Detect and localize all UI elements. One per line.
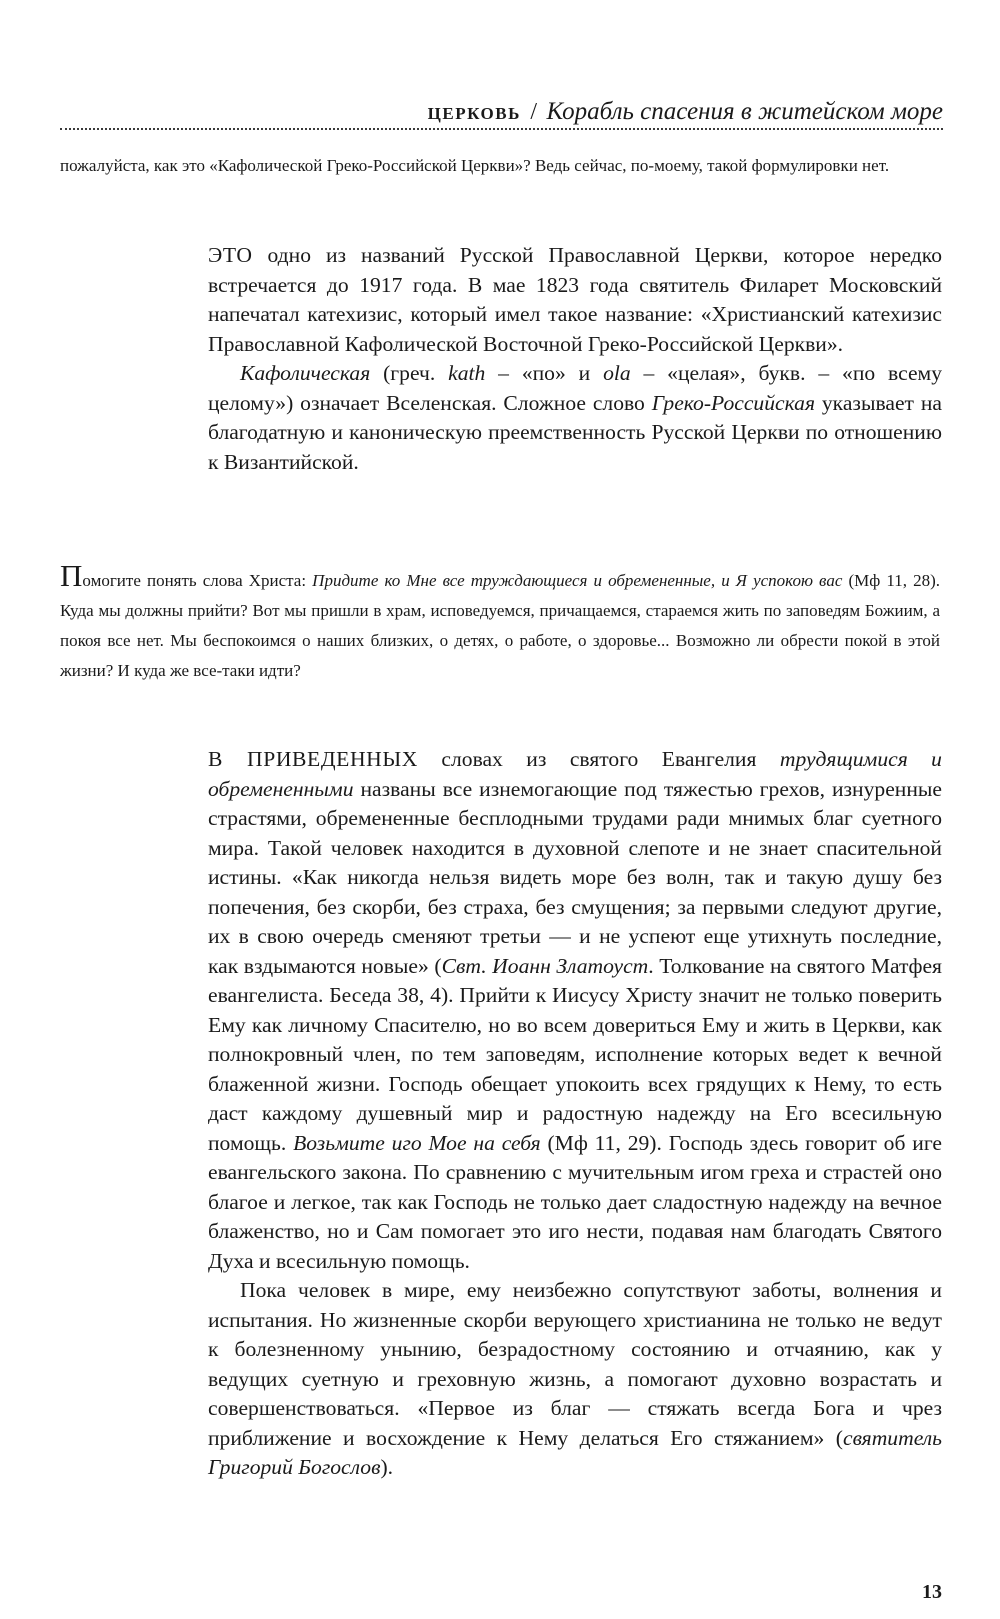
answer-2-p1-text-d: (Мф 11, 29). Господь здесь говорит об иге евангельского закона. По сравнению с мучительным игом греха и страстей оно благое и легкое, так как Господь не только дает сладостную надежду на вечное блаженство, но и Сам помогает это иго нести, подавая нам благодать Святого Духа и всесильную помощь. [208,1130,942,1273]
greek-word-ola: ola [603,361,631,385]
running-head-separator: / [530,99,537,125]
answer-1-p2-text-a: (греч. [370,361,449,385]
citation-author-gregory: святитель Григорий Богослов [208,1425,942,1479]
answer-2-p2-text-a: Пока человек в мире, ему неизбежно сопутствуют заботы, волнения и испытания. Но жизненные скорби верующего христианина не только не ведут к болезненному унынию, безрадостному состоянию и отчаянию, как у ведущих суетную и греховную жизнь, а помогают духовно возрастать и совершенствоваться. «Первое из благ — стяжать всегда Бога и чрез приближение и восхождение к Нему делаться Его стяжанием» ( [208,1278,942,1450]
running-head [60,95,943,130]
answer-1-p2-text-b: – «по» и [485,361,604,385]
answer-2-p2-text-b: ). [380,1455,394,1479]
answer-2 [208,745,942,1483]
question-2-text-b: (Мф 11, 28). Куда мы должны прийти? Вот мы пришли в храм, исповедуемся, причащаемся, стараемся жить по заповедям Божиим, а покоя все нет. Мы беспокоимся о наших близких, о детях, о работе, о здоровье... Возможно ли обрести покой в этой жизни? И куда же все-таки идти? [60,571,940,680]
question-2 [60,558,940,686]
answer-2-p1-text-b: названы все изнемогающие под тяжестью грехов, изнуренные страстями, обремененные бесплодными трудами ради мнимых благ суетного мира. Такой человек находится в духовной слепоте и не знает спасительной истины. «Как никогда нельзя видеть море без волн, так и такую душу без попечения, без скорби, без страха, без смущения; за первыми следуют другие, их в свою очередь сменяют третьи — и не успеют еще утихнуть последние, как вздымаются новые» ( [208,776,942,978]
page-number: 13 [922,1581,942,1603]
answer-1 [208,241,942,477]
running-head-chapter: Корабль спасения в житейском море [546,98,943,125]
answer-1-paragraph-1 [208,241,942,359]
running-head-dotted-rule [60,128,943,130]
running-head-section: ЦЕРКОВЬ [427,104,521,123]
answer-1-lead-caps: ЭТО [208,243,253,267]
answer-2-paragraph-1 [208,745,942,1276]
answer-1-paragraph-2 [208,359,942,477]
question-2-initial-letter: П [60,558,83,593]
answer-1-p2-text-d: указывает на благодатную и каноническую преемственность Русской Церкви по отношению к Византийской. [208,390,942,474]
question-1-text: пожалуйста, как это «Кафолической Греко-Российской Церкви»? Ведь сейчас, по-моему, такой формулировки нет. [60,156,890,175]
term-kafolicheskaya: Кафолическая [240,361,371,385]
term-greko-rossiyskaya: Греко-Российская [651,390,815,415]
answer-1-p2-text-c: – «целая», букв. – «по всему целому») означает Вселенская. Сложное слово [208,361,942,415]
answer-1-text: одно из названий Русской Православной Церкви, которое нередко встречается до 1917 года. В мае 1823 года святитель Филарет Московский напечатал катехизис, который имел такое название: «Христианский катехизис Православной Кафолической Восточной Греко-Российской Церкви». [208,243,942,356]
answer-2-p1-text-c: . Толкование на святого Матфея евангелиста. Беседа 38, 4). Прийти к Иисусу Христу значит не только поверить Ему как личному Спасителю, но во всем довериться Ему и жить в Церкви, как полнокровный член, по тем заповедям, исполнение которых ведет к вечной блаженной жизни. Господь обещает упокоить всех грядущих к Нему, то есть даст каждому душевный мир и радостную надежду на Его всесильную помощь. [208,953,942,1155]
question-2-text-a: омогите понять слова Христа: [82,571,313,590]
term-trudyashchimisya: трудящимися и обремененными [208,747,942,801]
greek-word-kath: kath [448,361,486,385]
gospel-quote: Придите ко Мне все труждающиеся и обремененные, и Я успокою вас [312,571,843,590]
answer-2-p1-text-a: словах из святого Евангелия [417,747,780,771]
gospel-quote-yoke: Возьмите иго Мое на себя [293,1130,541,1155]
answer-2-lead-caps: В ПРИВЕДЕННЫХ [208,747,418,771]
answer-2-paragraph-2 [208,1276,942,1483]
question-1 [60,151,940,181]
citation-author-chrysostom: Свт. Иоанн Златоуст [441,953,649,978]
